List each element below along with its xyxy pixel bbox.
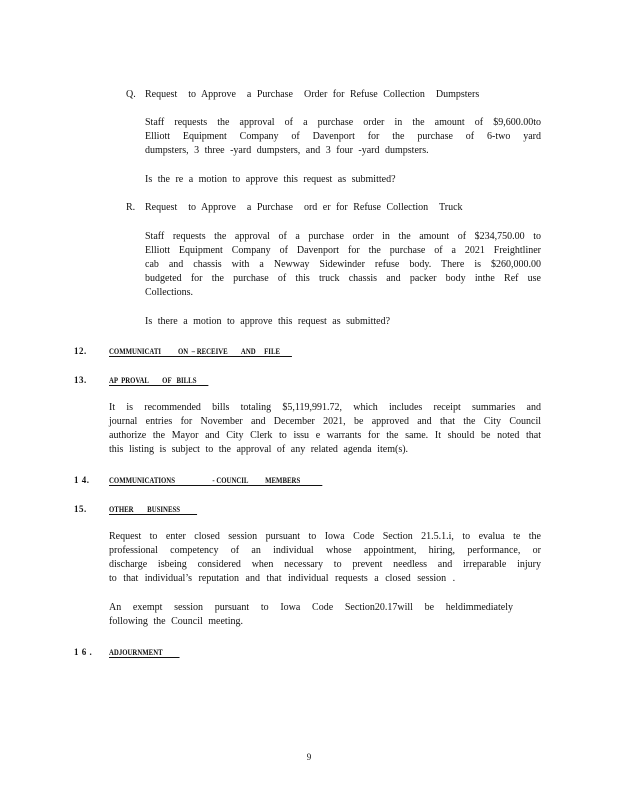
body-line: Elliott Equipment Company of Davenport for the purchase of 6-two yard xyxy=(145,131,541,142)
body-line: following the Council meeting. xyxy=(109,616,243,627)
body-line: Request to enter closed session pursuant to Iowa Code Section 21.5.1.i, to evalua te the xyxy=(109,531,541,542)
body-line: cab and chassis with a Newway Sidewinder refuse body. There is $260,000.00 xyxy=(145,259,541,270)
body-line: budgeted for the purchase of this truck chassis and packer body inthe Ref use xyxy=(145,273,541,284)
page-number: 9 xyxy=(306,752,312,762)
section-13-body xyxy=(109,401,541,457)
section-12-heading: COMMUNICATI ON – RECEIVE AND FILE xyxy=(109,346,292,356)
section-13-heading: AP PROVAL OF BILLS xyxy=(109,375,209,385)
section-15-heading: OTHER BUSINESS xyxy=(109,504,198,514)
section-15-number: 15. xyxy=(74,504,87,514)
body-line: Staff requests the approval of a purchase order in the amount of $234,750.00 to xyxy=(145,231,541,242)
body-line: Collections. xyxy=(145,287,194,298)
item-q-question: Is the re a motion to approve this request as submitted? xyxy=(145,174,396,185)
body-line: Staff requests the approval of a purchase order in the amount of $9,600.00to xyxy=(145,117,541,128)
body-line: to that individual’s reputation and that individual requests a closed session . xyxy=(109,573,456,584)
body-line: It is recommended bills totaling $5,119,991.72, which includes receipt summaries and xyxy=(109,402,541,413)
section-14-heading: COMMUNICATIONS - COUNCIL MEMBERS xyxy=(109,475,323,485)
item-q-letter: Q. xyxy=(126,89,136,100)
item-r-letter: R. xyxy=(126,202,136,213)
item-q-body xyxy=(145,116,541,158)
section-15-para-1 xyxy=(109,530,541,586)
item-r-body xyxy=(145,230,541,300)
section-15-para-2 xyxy=(109,601,513,629)
body-line: discharge isbeing considered when necessary to prevent needless and irreparable injury xyxy=(109,559,541,570)
body-line: authorize the Mayor and City Clerk to issu e warrants for the same. It should be noted that xyxy=(109,430,541,441)
section-14-number: 1 4. xyxy=(74,475,90,485)
section-12-number: 12. xyxy=(74,346,87,356)
body-line: dumpsters, 3 three -yard dumpsters, and 3 four -yard dumpsters. xyxy=(145,145,429,156)
section-16-number: 1 6 . xyxy=(74,647,93,657)
section-16-heading: ADJOURNMENT xyxy=(109,647,180,657)
body-line: An exempt session pursuant to Iowa Code Section20.17will be heldimmediately xyxy=(109,602,513,613)
item-r-question: Is there a motion to approve this request as submitted? xyxy=(145,316,391,327)
body-line: journal entries for November and December 2021, be approved and that the City Council xyxy=(109,416,541,427)
body-line: professional competency of an individual whose appointment, hiring, performance, or xyxy=(109,545,541,556)
section-13-number: 13. xyxy=(74,375,87,385)
body-line: Elliott Equipment Company of Davenport for the purchase of a 2021 Freightliner xyxy=(145,245,541,256)
item-r-title: Request to Approve a Purchase ord er for Refuse Collection Truck xyxy=(145,202,463,213)
item-q-title: Request to Approve a Purchase Order for Refuse Collection Dumpsters xyxy=(145,89,480,100)
body-line: this listing is subject to the approval of any related agenda item(s). xyxy=(109,444,409,455)
